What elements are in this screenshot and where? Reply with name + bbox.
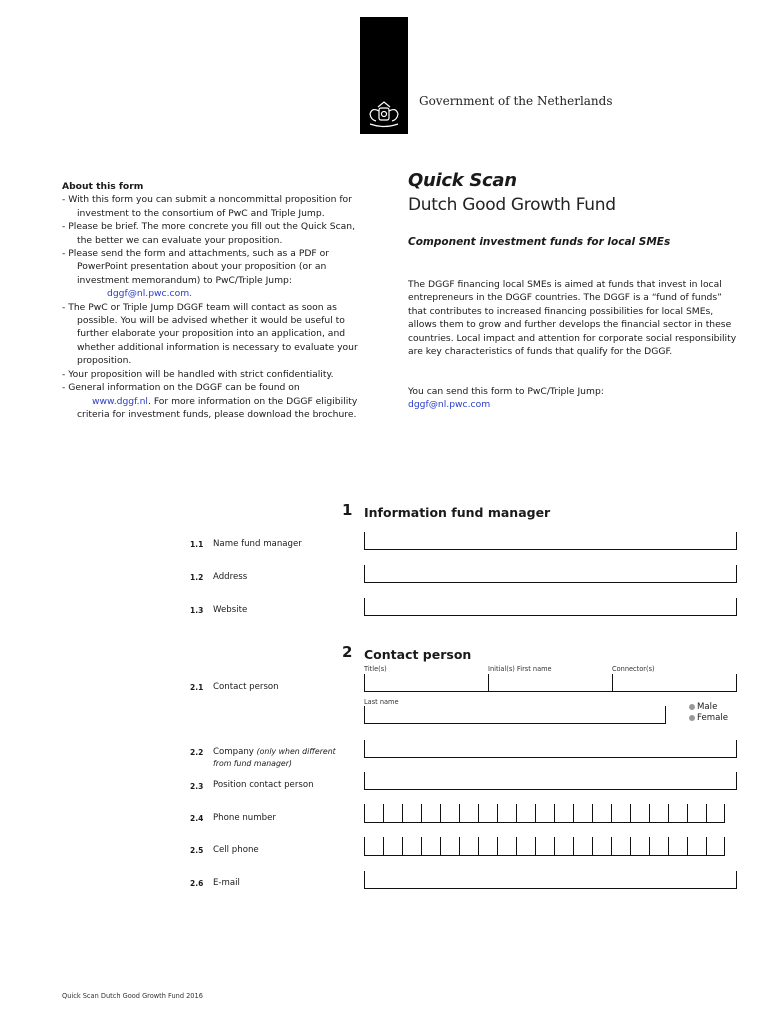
page-subtitle: Dutch Good Growth Fund — [408, 195, 616, 215]
row-number: 1.1 — [190, 540, 204, 549]
about-item-text: - General information on the DGGF can be found on — [62, 382, 300, 394]
phone-number-boxes[interactable] — [364, 804, 725, 823]
row-number: 2.2 — [190, 748, 204, 757]
about-item-text: . For more information on the DGGF eligibility criteria for investment funds, please download the brochure. — [77, 395, 358, 420]
titles-field[interactable] — [364, 674, 488, 692]
component-heading: Component investment funds for local SMEs — [408, 236, 671, 248]
gender-female-option[interactable] — [689, 713, 728, 723]
about-item — [62, 247, 362, 301]
row-label: Phone number — [213, 813, 276, 823]
row-label: Address — [213, 572, 248, 582]
website-field[interactable] — [364, 598, 737, 616]
email-link[interactable]: dggf@nl.pwc.com. — [107, 288, 193, 300]
send-email-link[interactable]: dggf@nl.pwc.com — [408, 399, 491, 411]
section-1-title: Information fund manager — [364, 505, 551, 520]
about-list — [62, 193, 362, 421]
address-field[interactable] — [364, 565, 737, 583]
company-note: (only when different from fund manager) — [213, 747, 336, 768]
send-info — [408, 385, 743, 412]
radio-female-icon[interactable] — [689, 715, 695, 721]
page-title: Quick Scan — [408, 170, 517, 191]
position-field[interactable] — [364, 772, 737, 790]
connector-field[interactable] — [612, 674, 737, 692]
organization-name: Government of the Netherlands — [419, 94, 613, 108]
about-item: - The PwC or Triple Jump DGGF team will contact as soon as possible. You will be advised whether it would be useful to further elaborate your proposition into an application, and whether additional information is necessary to evaluate your proposition. — [62, 301, 358, 367]
about-item-text: - Please send the form and attachments, such as a PDF or PowerPoint presentation about your proposition (or an investment memorandum) to PwC/Triple Jump: — [62, 248, 330, 286]
gender-male-option[interactable] — [689, 702, 717, 712]
about-title: About this form — [62, 181, 144, 192]
about-item: - With this form you can submit a noncommittal proposition for investment to the consortium of PwC and Triple Jump. — [62, 194, 352, 219]
page-footer: Quick Scan Dutch Good Growth Fund 2016 — [62, 992, 203, 1000]
about-item — [62, 381, 362, 421]
company-field[interactable] — [364, 740, 737, 758]
initials-label: Initial(s) First name — [488, 665, 552, 673]
send-text: You can send this form to PwC/Triple Jump: — [408, 386, 604, 397]
male-label: Male — [697, 702, 718, 712]
row-number: 1.2 — [190, 573, 204, 582]
website-link[interactable]: www.dggf.nl — [92, 395, 148, 407]
last-name-field[interactable] — [364, 706, 666, 724]
about-item: - Please be brief. The more concrete you fill out the Quick Scan, the better we can evaluate your proposition. — [62, 221, 356, 246]
email-field[interactable] — [364, 871, 737, 889]
titles-label: Title(s) — [364, 665, 387, 673]
about-section — [62, 180, 362, 421]
company-label: Company — [213, 747, 254, 757]
row-label: Contact person — [213, 682, 279, 692]
female-label: Female — [697, 713, 729, 723]
about-item: - Your proposition will be handled with strict confidentiality. — [62, 368, 334, 380]
government-logo — [360, 17, 408, 134]
row-label: Cell phone — [213, 845, 259, 855]
row-number: 2.5 — [190, 846, 204, 855]
row-label — [213, 746, 343, 770]
last-name-label: Last name — [364, 698, 399, 706]
section-1-number: 1 — [342, 501, 353, 519]
row-label: Position contact person — [213, 780, 314, 790]
intro-paragraph: The DGGF financing local SMEs is aimed at funds that invest in local entrepreneurs in the DGGF countries. The DGGF is a “fund of funds” that contributes to increased financing possibilities for local SMEs, allows them to grow and further develops the financial sector in these countries. Local impact and attention for corporate social responsibility are key characteristics of funds that qualify for the DGGF. — [408, 279, 737, 358]
row-label: E-mail — [213, 878, 240, 888]
coat-of-arms-icon — [362, 97, 406, 133]
row-number: 2.1 — [190, 683, 204, 692]
row-label: Website — [213, 605, 248, 615]
section-2-number: 2 — [342, 643, 353, 661]
name-fund-manager-field[interactable] — [364, 532, 737, 550]
cell-phone-boxes[interactable] — [364, 837, 725, 856]
row-label: Name fund manager — [213, 539, 302, 549]
row-number: 2.6 — [190, 879, 204, 888]
radio-male-icon[interactable] — [689, 704, 695, 710]
row-number: 1.3 — [190, 606, 204, 615]
row-number: 2.4 — [190, 814, 204, 823]
initials-first-name-field[interactable] — [488, 674, 612, 692]
row-number: 2.3 — [190, 782, 204, 791]
section-2-title: Contact person — [364, 647, 472, 662]
connector-label: Connector(s) — [612, 665, 655, 673]
